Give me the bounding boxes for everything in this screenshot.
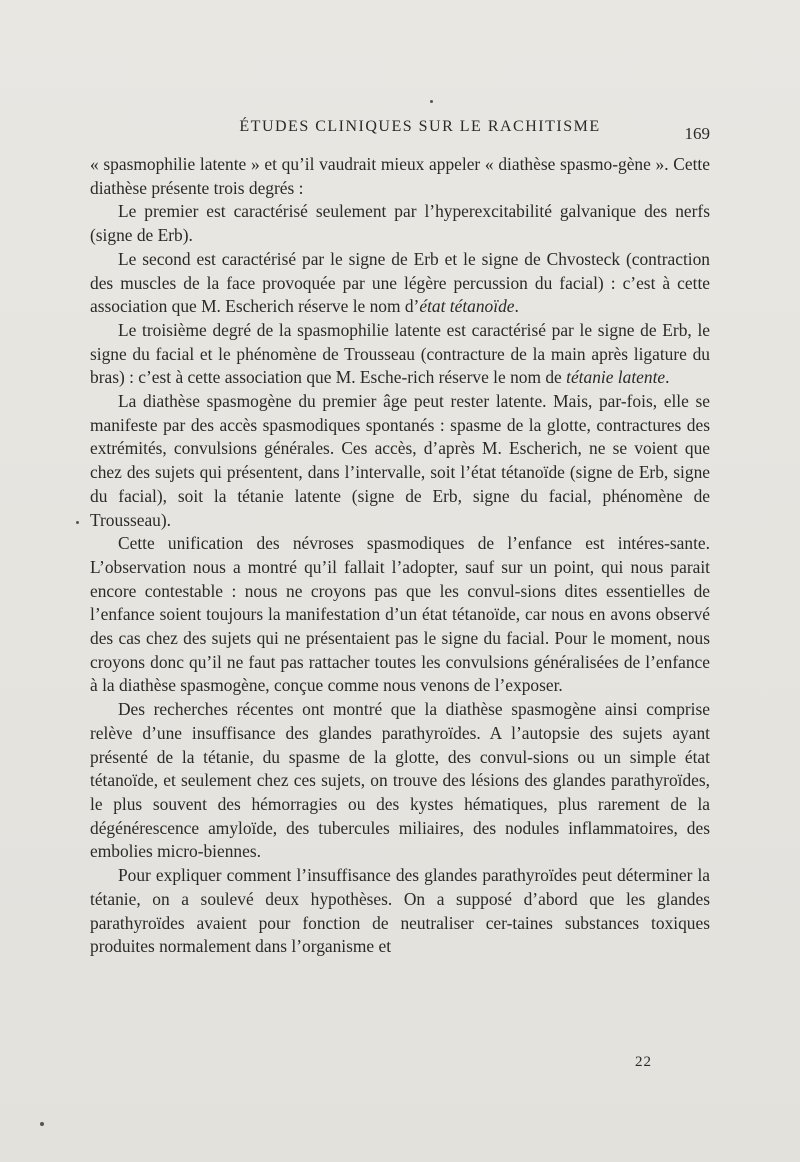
running-head: ÉTUDES CLINIQUES SUR LE RACHITISME — [239, 118, 601, 135]
paragraph — [90, 248, 710, 319]
paragraph-text: . — [514, 296, 519, 317]
signature-mark: 22 — [635, 1054, 652, 1070]
paragraph: Des recherches récentes ont montré que la diathèse spasmogène ainsi comprise relève d’une insuffisance des glandes parathyroïdes. A l’autopsie des sujets ayant présenté de la tétanie, du spasme de la glotte, des convul-sions ou un simple état tétanoïde, et seulement chez ces sujets, on trouve des lésions des glandes parathyroïdes, le plus souvent des hémorragies ou des kystes hématiques, plus rarement de la dégénérescence amyloïde, des tubercules miliaires, des nodules inflammatoires, des embolies micro-biennes. — [90, 699, 710, 862]
page-header — [90, 118, 710, 143]
paper-speck — [430, 100, 433, 103]
paragraph: Cette unification des névroses spasmodiques de l’enfance est intéres-sante. L’observation nous a montré qu’il fallait l’adopter, sauf sur un point, qui nous parait encore contestable : nous ne croyons pas que les convul-sions dites essentielles de l’enfance soient toujours la manifestation d’un état tétanoïde, car nous en avons observé des cas chez des sujets qui ne présentaient pas le signe du facial. Pour le moment, nous croyons donc qu’il ne faut pas rattacher toutes les convulsions généralisées de l’enfance à la diathèse spasmogène, conçue comme nous venons de l’exposer. — [90, 533, 710, 696]
page-number: 169 — [684, 124, 710, 143]
paragraph-text: . — [665, 367, 670, 388]
paragraph — [90, 319, 710, 390]
paragraph-text: Le troisième degré de la spasmophilie latente est caractérisé par le signe de Erb, le signe du facial et le phénomène de Trousseau (contracture de la main après ligature du bras) : c’est à cette association que M. Esche-rich réserve le nom de — [90, 319, 710, 388]
paragraph: « spasmophilie latente » et qu’il vaudrait mieux appeler « diathèse spasmo-gène ». Cette diathèse présente trois degrés : — [90, 154, 710, 198]
paragraph: La diathèse spasmogène du premier âge peut rester latente. Mais, par-fois, elle se manifeste par des accès spasmodiques spontanés : spasme de la glotte, contractures des extrémités, convulsions générales. Ces accès, d’après M. Escherich, ne se voient que chez des sujets qui présentent, dans l’intervalle, soit l’état tétanoïde (signe de Erb, signe du facial), soit la tétanie latente (signe de Erb, signe du facial, phénomène de Trousseau). — [90, 391, 710, 530]
italic-term: tétanie latente — [566, 367, 666, 388]
paper-speck — [76, 521, 79, 524]
paragraph: Pour expliquer comment l’insuffisance des glandes parathyroïdes peut déterminer la tétanie, on a soulevé deux hypothèses. On a supposé d’abord que les glandes parathyroïdes avaient pour fonction de neutraliser cer-taines substances toxiques produites normalement dans l’organisme et — [90, 865, 710, 957]
paper-speck — [40, 1122, 44, 1126]
italic-term: état tétanoïde — [419, 296, 515, 317]
body-text — [90, 153, 710, 959]
paragraph-text: Le second est caractérisé par le signe de Erb et le signe de Chvosteck (contraction des muscles de la face provoquée par une légère percussion du facial) : c’est à cette association que M. Escherich réserve le nom d’ — [90, 248, 710, 317]
paragraph: Le premier est caractérisé seulement par l’hyperexcitabilité galvanique des nerfs (signe de Erb). — [90, 201, 710, 246]
